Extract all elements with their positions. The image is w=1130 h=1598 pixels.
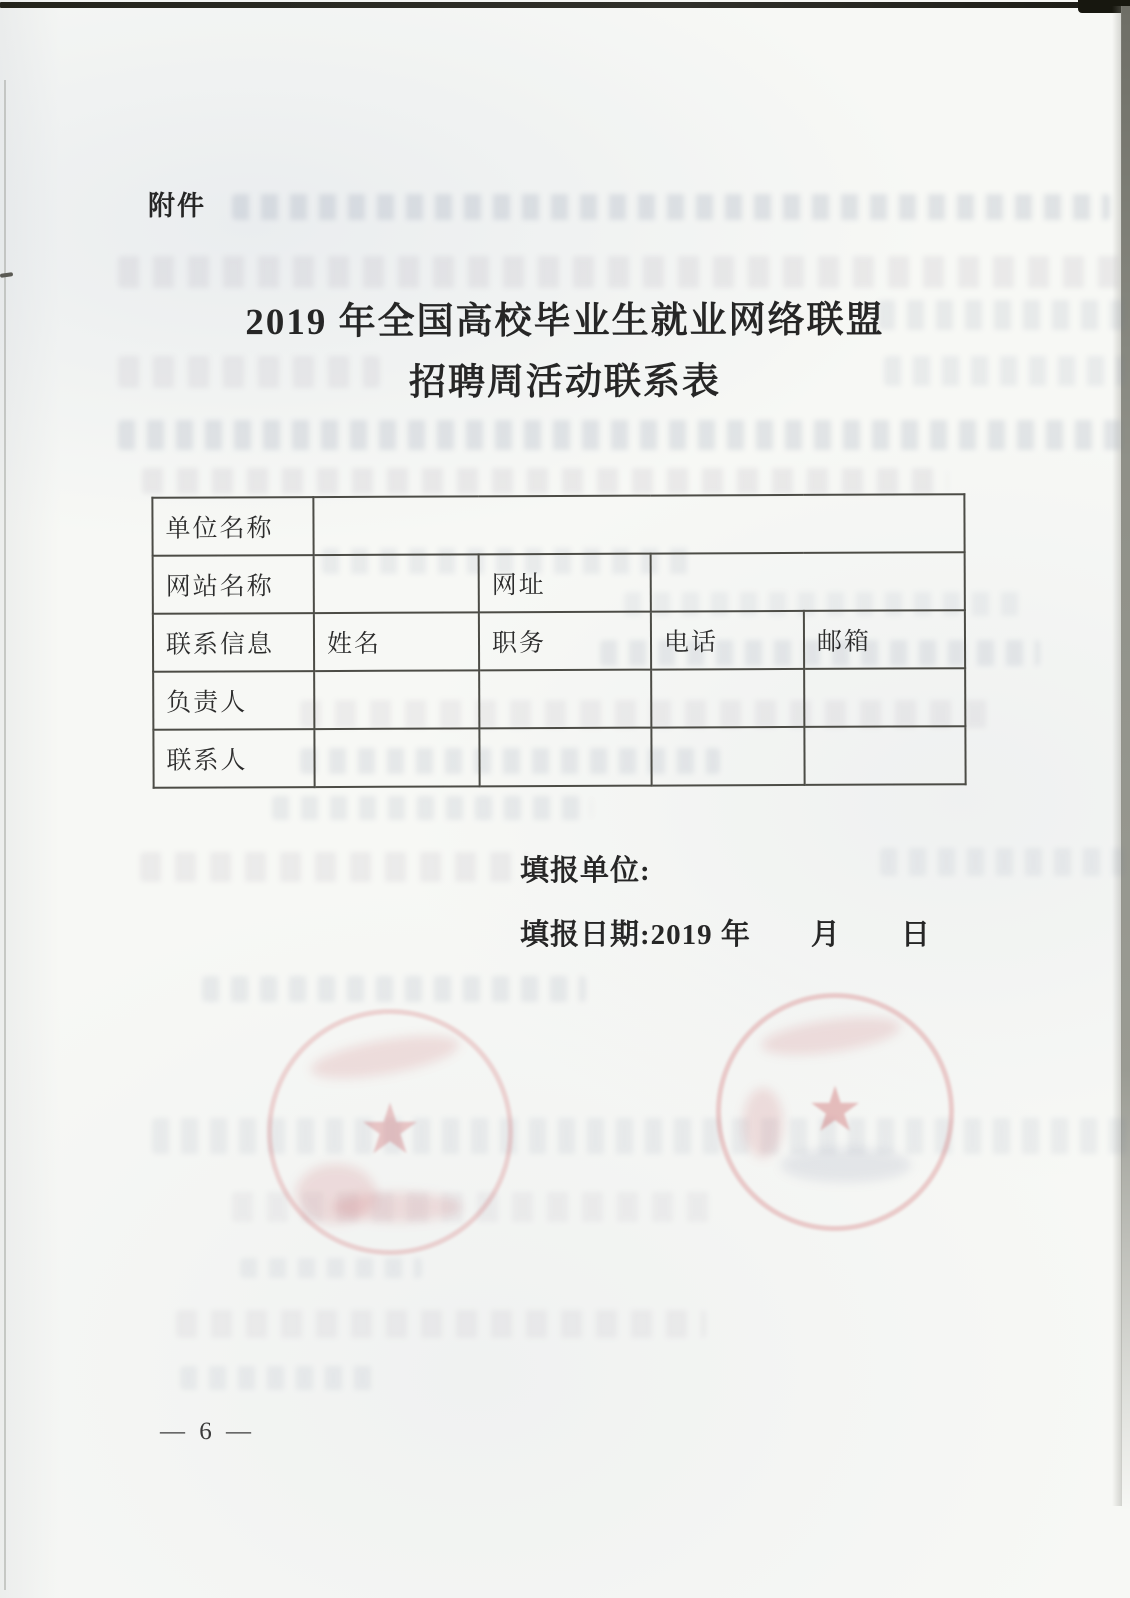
seal-star-icon: ★	[358, 1088, 422, 1171]
attachment-label: 附件	[148, 191, 206, 221]
contact-email-cell	[804, 726, 965, 785]
table-row-unit-name	[152, 494, 964, 556]
contact-position-cell	[479, 728, 651, 787]
bleedthrough-text	[180, 1366, 380, 1390]
leader-label-cell: 负责人	[153, 671, 314, 730]
table-row-contact-person	[153, 726, 965, 788]
report-unit-line: 填报单位:	[520, 855, 651, 887]
report-date-line: 填报日期:2019 年 月 日	[520, 919, 931, 951]
scan-edge-right	[1121, 6, 1130, 1526]
table-row-leader	[153, 668, 965, 730]
leader-phone-cell	[651, 669, 804, 728]
leader-name-cell	[314, 670, 479, 729]
document-title-line2: 招聘周活动联系表	[408, 361, 722, 404]
table-row-contact-headers	[153, 610, 965, 672]
contact-form-table	[151, 493, 966, 789]
unit-name-label-cell: 单位名称	[152, 497, 313, 556]
bleedthrough-text	[118, 256, 1124, 288]
bleedthrough-text	[118, 420, 1124, 450]
seal-arc-text	[308, 1027, 462, 1087]
bleedthrough-text	[232, 194, 1110, 220]
bleedthrough-text	[140, 852, 528, 882]
seal-star-icon: ★	[807, 1072, 863, 1146]
site-url-label-cell: 网址	[479, 554, 651, 613]
seal-arc-text	[332, 1192, 462, 1222]
position-header-cell: 职务	[479, 612, 651, 671]
bleedthrough-text	[272, 796, 592, 820]
site-name-label-cell: 网站名称	[153, 555, 314, 614]
seal-arc-text	[781, 1148, 911, 1182]
bleedthrough-text	[240, 1258, 422, 1278]
table-row-site-name	[153, 552, 965, 614]
site-name-value-cell	[314, 554, 479, 613]
bleedthrough-text	[142, 468, 948, 494]
bleedthrough-text	[880, 848, 1124, 876]
leader-email-cell	[804, 668, 965, 727]
contact-info-label-cell: 联系信息	[153, 613, 314, 672]
name-header-cell: 姓名	[314, 612, 479, 671]
red-seal-left	[267, 1009, 513, 1255]
bleedthrough-text	[202, 976, 586, 1002]
leader-position-cell	[479, 670, 651, 729]
bleedthrough-text	[176, 1310, 706, 1338]
seal-arc-text	[759, 1010, 902, 1061]
email-header-cell: 邮箱	[804, 610, 965, 669]
page-number: — 6 —	[160, 1418, 255, 1445]
contact-name-cell	[314, 728, 479, 787]
phone-header-cell: 电话	[651, 611, 804, 670]
unit-name-value-cell	[313, 494, 964, 555]
red-seal-right	[716, 993, 954, 1231]
site-url-value-cell	[651, 552, 965, 611]
seal-arc-text	[743, 1088, 783, 1158]
contact-phone-cell	[651, 727, 804, 786]
contact-label-cell: 联系人	[153, 729, 314, 788]
scan-edge-top	[0, 2, 1130, 8]
scan-edge-right-shadow	[1112, 6, 1122, 1506]
document-title-line1: 2019 年全国高校毕业生就业网络联盟	[245, 299, 885, 344]
scan-mark-left	[0, 272, 13, 278]
